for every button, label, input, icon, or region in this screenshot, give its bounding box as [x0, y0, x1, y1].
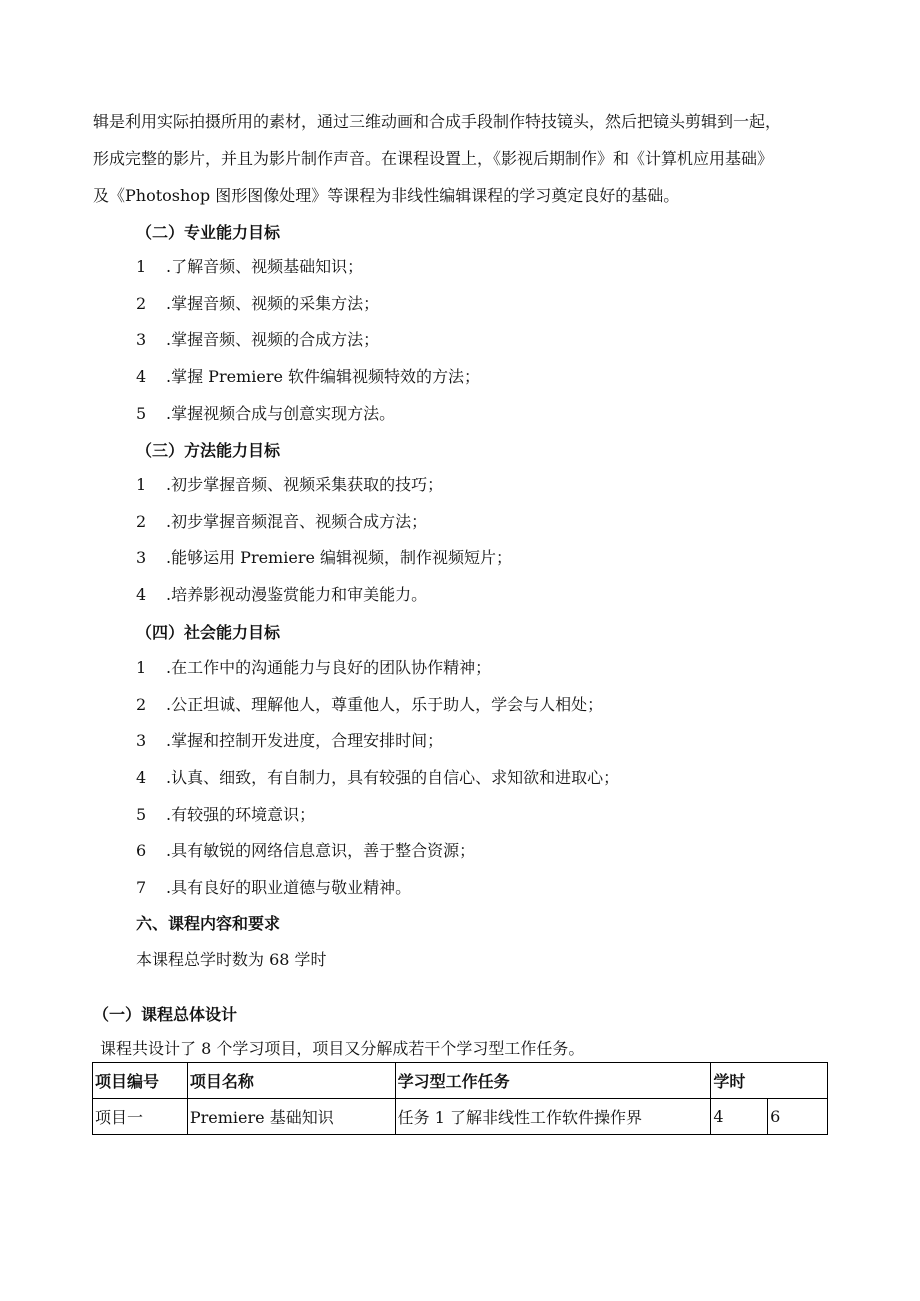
course-plan-table [92, 1062, 828, 1135]
header-work-task: 学习型工作任务 [395, 1063, 711, 1099]
list-item: 3 .能够运用 Premiere 编辑视频，制作视频短片； [136, 548, 513, 568]
list-item: 4 .掌握 Premiere 软件编辑视频特效的方法； [136, 367, 481, 387]
table-cell: 6 [768, 1099, 828, 1135]
method-ability-heading: （三）方法能力目标 [136, 441, 281, 460]
table-cell: Premiere 基础知识 [187, 1099, 395, 1135]
header-project-name: 项目名称 [187, 1063, 395, 1099]
list-item: 1 .了解音频、视频基础知识； [136, 257, 364, 276]
intro-line: 形成完整的影片，并且为影片制作声音。在课程设置上，《影视后期制作》和《计算机应用基础》 [93, 149, 774, 168]
section-six-heading: 六、课程内容和要求 [136, 914, 281, 933]
intro-line: 及《Photoshop 图形图像处理》等课程为非线性编辑课程的学习奠定良好的基础。 [93, 186, 680, 205]
list-item: 1 .初步掌握音频、视频采集获取的技巧； [136, 475, 444, 494]
list-item: 5 .掌握视频合成与创意实现方法。 [136, 403, 396, 423]
intro-paragraph [93, 103, 835, 214]
list-item: 4 .认真、细致，有自制力，具有较强的自信心、求知欲和进取心； [136, 768, 620, 788]
social-ability-heading: （四）社会能力目标 [136, 623, 281, 642]
table-header-row [93, 1063, 828, 1099]
header-hours: 学时 [711, 1063, 828, 1099]
overall-design-heading: （一）课程总体设计 [93, 1005, 238, 1024]
list-item: 2 .掌握音频、视频的采集方法； [136, 293, 380, 313]
list-item: 4 .培养影视动漫鉴赏能力和审美能力。 [136, 585, 428, 605]
method-ability-list [136, 467, 512, 614]
intro-line: 辑是利用实际拍摄所用的素材，通过三维动画和合成手段制作特技镜头，然后把镜头剪辑到一起， [93, 112, 782, 131]
header-project-no: 项目编号 [93, 1063, 188, 1099]
list-item: 2 .初步掌握音频混音、视频合成方法； [136, 511, 428, 531]
professional-ability-heading: （二）专业能力目标 [136, 223, 281, 242]
list-item: 6 .具有敏锐的网络信息意识，善于整合资源； [136, 841, 476, 861]
professional-ability-list [136, 249, 480, 432]
list-item: 3 .掌握音频、视频的合成方法； [136, 330, 380, 350]
total-hours-text: 本课程总学时数为 68 学时 [136, 950, 327, 969]
list-item: 2 .公正坦诚、理解他人，尊重他人，乐于助人，学会与人相处； [136, 694, 604, 714]
list-item: 3 .掌握和控制开发进度，合理安排时间； [136, 731, 444, 751]
list-item: 1 .在工作中的沟通能力与良好的团队协作精神； [136, 658, 492, 677]
table-row [93, 1099, 828, 1135]
list-item: 5 .有较强的环境意识； [136, 804, 316, 824]
social-ability-list [136, 650, 619, 907]
table-cell: 项目一 [93, 1099, 188, 1135]
table-cell: 任务 1 了解非线性工作软件操作界 [395, 1099, 711, 1135]
overall-design-intro: 课程共设计了 8 个学习项目，项目又分解成若干个学习型工作任务。 [100, 1039, 585, 1058]
list-item: 7 .具有良好的职业道德与敬业精神。 [136, 878, 412, 898]
table-cell: 4 [711, 1099, 768, 1135]
